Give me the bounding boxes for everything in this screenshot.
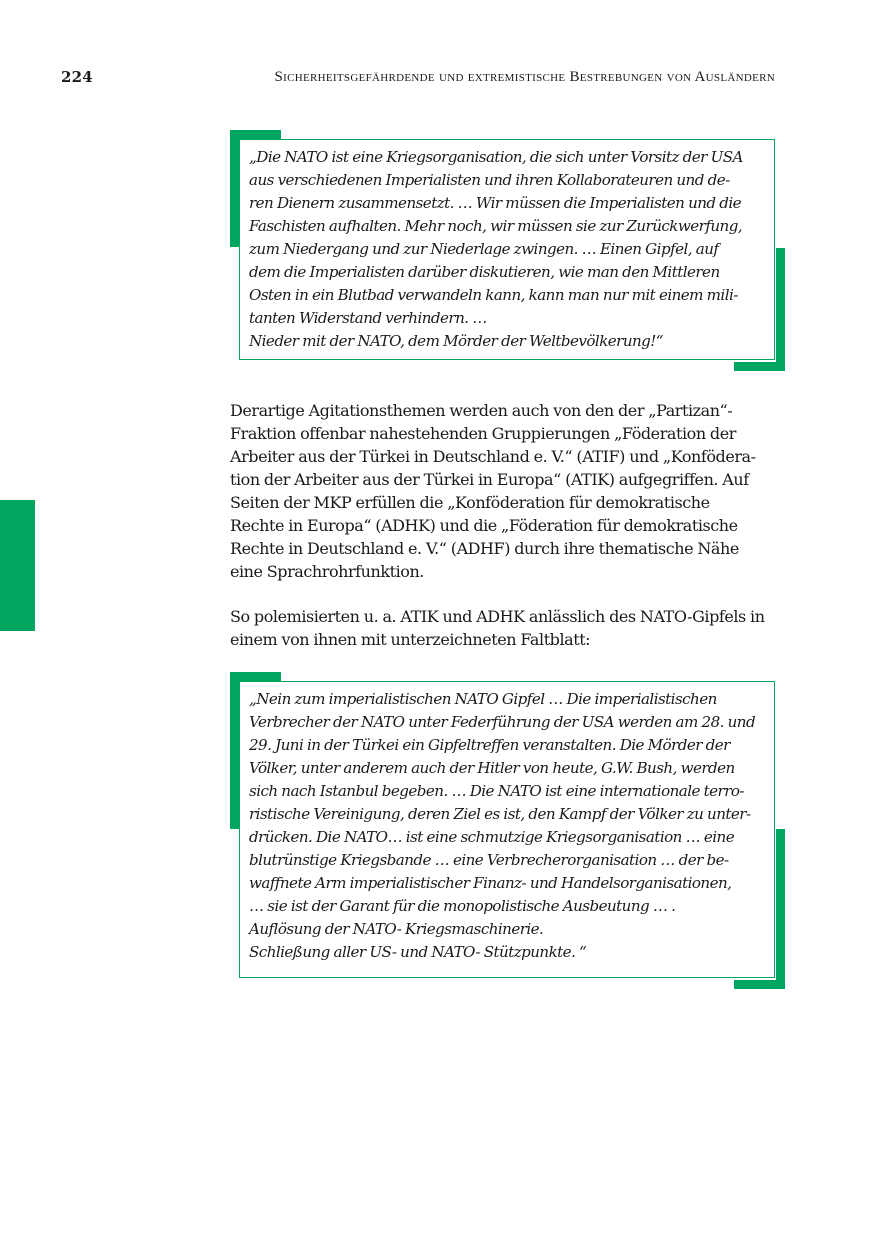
quote-2-line: Auflösung der NATO- Kriegsmaschinerie.: [249, 920, 544, 938]
paragraph-1-line: Seiten der MKP erfüllen die „Konföderation für demokratische: [230, 493, 710, 512]
quote-accent-bottom-right-vertical: [776, 829, 785, 989]
chapter-side-tab: [0, 500, 35, 631]
quote-1-line: aus verschiedenen Imperialisten und ihren Kollaborateuren und de-: [249, 171, 730, 189]
quote-box-2: [239, 681, 775, 978]
quote-2-line: Völker, unter anderem auch der Hitler von heute, G.W. Bush, werden: [249, 759, 735, 777]
quote-2-line: „Nein zum imperialistischen NATO Gipfel … Die imperialistischen: [249, 690, 717, 708]
paragraph-2-line: einem von ihnen mit unterzeichneten Faltblatt:: [230, 630, 591, 649]
body-paragraph-2: [230, 605, 790, 651]
quote-2-line: sich nach Istanbul begeben. … Die NATO ist eine internationale terro-: [249, 782, 744, 800]
quote-2-line: Verbrecher der NATO unter Federführung der USA werden am 28. und: [249, 713, 756, 731]
quote-accent-bottom-right-horizontal: [734, 362, 785, 371]
quote-block-2: [230, 672, 785, 989]
quote-accent-bottom-right-vertical: [776, 248, 785, 371]
paragraph-2-line: So polemisierten u. a. ATIK und ADHK anlässlich des NATO-Gipfels in: [230, 607, 765, 626]
quote-2-line: waffnete Arm imperialistischer Finanz- und Handelsorganisationen,: [249, 874, 732, 892]
paragraph-1-line: Rechte in Europa“ (ADHK) und die „Föderation für demokratische: [230, 516, 738, 535]
quote-1-line: tanten Widerstand verhindern. …: [249, 309, 487, 327]
quote-2-line: 29. Juni in der Türkei ein Gipfeltreffen veranstalten. Die Mörder der: [249, 736, 730, 754]
quote-2-line: … sie ist der Garant für die monopolistische Ausbeutung … .: [249, 897, 676, 915]
paragraph-1-line: eine Sprachrohrfunktion.: [230, 562, 424, 581]
paragraph-1-line: Fraktion offenbar nahestehenden Gruppierungen „Föderation der: [230, 424, 736, 443]
quote-accent-top-left-horizontal: [230, 672, 281, 681]
quote-1-line: Faschisten aufhalten. Mehr noch, wir müssen sie zur Zurückwerfung,: [249, 217, 743, 235]
quote-accent-top-left-horizontal: [230, 130, 281, 139]
quote-block-1: [230, 130, 785, 371]
paragraph-1-line: tion der Arbeiter aus der Türkei in Europa“ (ATIK) aufgegriffen. Auf: [230, 470, 749, 489]
quote-1-line: Osten in ein Blutbad verwandeln kann, kann man nur mit einem mili-: [249, 286, 738, 304]
quote-2-line: ristische Vereinigung, deren Ziel es ist, den Kampf der Völker zu unter-: [249, 805, 751, 823]
paragraph-1-line: Arbeiter aus der Türkei in Deutschland e. V.“ (ATIF) und „Konfödera-: [230, 447, 756, 466]
quote-1-line: ren Dienern zusammensetzt. … Wir müssen die Imperialisten und die: [249, 194, 742, 212]
quote-1-line: dem die Imperialisten darüber diskutieren, wie man den Mittleren: [249, 263, 720, 281]
quote-2-line: drücken. Die NATO… ist eine schmutzige Kriegsorganisation … eine: [249, 828, 735, 846]
quote-1-line: zum Niedergang und zur Niederlage zwingen. … Einen Gipfel, auf: [249, 240, 719, 258]
page-number: 224: [61, 68, 93, 86]
paragraph-1-line: Rechte in Deutschland e. V.“ (ADHF) durch ihre thematische Nähe: [230, 539, 739, 558]
quote-accent-bottom-right-horizontal: [734, 980, 785, 989]
quote-1-line: Nieder mit der NATO, dem Mörder der Weltbevölkerung!“: [249, 332, 663, 350]
running-head: Sicherheitsgefährdende und extremistische Bestrebungen von Ausländern: [274, 69, 775, 85]
quote-2-line: blutrünstige Kriegsbande … eine Verbrecherorganisation … der be-: [249, 851, 729, 869]
quote-accent-top-left-vertical: [230, 130, 239, 247]
quote-box-1: [239, 139, 775, 360]
quote-accent-top-left-vertical: [230, 672, 239, 829]
quote-1-line: „Die NATO ist eine Kriegsorganisation, die sich unter Vorsitz der USA: [249, 148, 743, 166]
body-paragraph-1: [230, 399, 790, 583]
paragraph-1-line: Derartige Agitationsthemen werden auch von den der „Partizan“-: [230, 401, 733, 420]
quote-2-line: Schließung aller US- und NATO- Stützpunkte. “: [249, 943, 587, 961]
